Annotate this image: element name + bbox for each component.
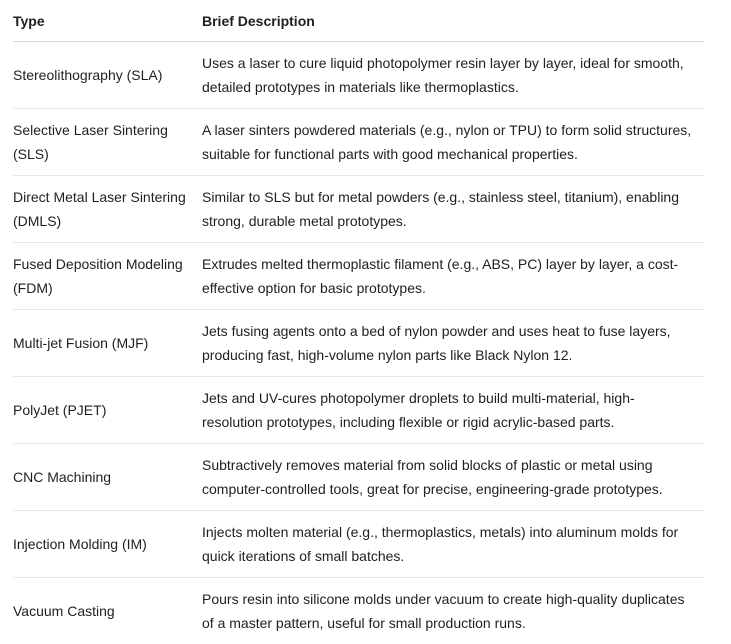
table-row xyxy=(13,444,704,511)
cell-type: PolyJet (PJET) xyxy=(13,377,202,444)
cell-description: Similar to SLS but for metal powders (e.g., stainless steel, titanium), enabling strong, durable metal prototypes. xyxy=(202,176,704,243)
cell-type: Multi-jet Fusion (MJF) xyxy=(13,310,202,377)
cell-description: Jets fusing agents onto a bed of nylon powder and uses heat to fuse layers, producing fast, high-volume nylon parts like Black Nylon 12. xyxy=(202,310,704,377)
table-row xyxy=(13,310,704,377)
table-row xyxy=(13,109,704,176)
prototyping-methods-table xyxy=(13,0,704,644)
cell-description: Injects molten material (e.g., thermoplastics, metals) into aluminum molds for quick iterations of small batches. xyxy=(202,511,704,578)
cell-type: Vacuum Casting xyxy=(13,578,202,644)
table-header xyxy=(13,0,704,42)
table-row xyxy=(13,176,704,243)
table-row xyxy=(13,42,704,109)
table-row xyxy=(13,511,704,578)
cell-type: Injection Molding (IM) xyxy=(13,511,202,578)
cell-description: Uses a laser to cure liquid photopolymer resin layer by layer, ideal for smooth, detailed prototypes in materials like thermoplastics. xyxy=(202,42,704,109)
cell-type: Selective Laser Sintering (SLS) xyxy=(13,109,202,176)
table-row xyxy=(13,578,704,644)
cell-type: Stereolithography (SLA) xyxy=(13,42,202,109)
header-row xyxy=(13,0,704,42)
cell-description: Extrudes melted thermoplastic filament (e.g., ABS, PC) layer by layer, a cost-effective option for basic prototypes. xyxy=(202,243,704,310)
table-body xyxy=(13,42,704,644)
cell-type: CNC Machining xyxy=(13,444,202,511)
header-type: Type xyxy=(13,0,202,42)
cell-description: Subtractively removes material from solid blocks of plastic or metal using computer-controlled tools, great for precise, engineering-grade prototypes. xyxy=(202,444,704,511)
cell-description: Jets and UV-cures photopolymer droplets to build multi-material, high-resolution prototypes, including flexible or rigid acrylic-based parts. xyxy=(202,377,704,444)
cell-type: Direct Metal Laser Sintering (DMLS) xyxy=(13,176,202,243)
cell-description: Pours resin into silicone molds under vacuum to create high-quality duplicates of a master pattern, useful for small production runs. xyxy=(202,578,704,644)
table-row xyxy=(13,243,704,310)
cell-type: Fused Deposition Modeling (FDM) xyxy=(13,243,202,310)
cell-description: A laser sinters powdered materials (e.g., nylon or TPU) to form solid structures, suitable for functional parts with good mechanical properties. xyxy=(202,109,704,176)
table-row xyxy=(13,377,704,444)
header-description: Brief Description xyxy=(202,0,704,42)
